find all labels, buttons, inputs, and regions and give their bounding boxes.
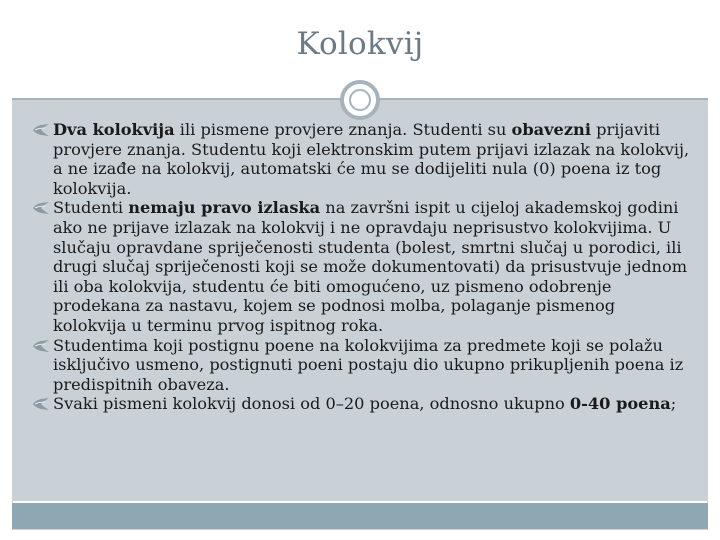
body-text: prijaviti provjere znanja. Studentu koji elektronskim putem prijavi izlazak na kolokvij, a ne izađe na kolokvij, automatski će mu se dodijeliti nula (0) poena iz tog kolokvija. bbox=[53, 120, 690, 198]
body-text: Studentima koji postignu poene na kolokvijima za predmete koji se polažu isključivo usmeno, postignuti poeni postaju dio ukupno prikupljenih poena iz predispitnih obaveza. bbox=[53, 335, 684, 394]
bold-text: Dva kolokvija bbox=[53, 120, 175, 139]
body-text: ili pismene provjere znanja. Studenti su bbox=[174, 120, 512, 139]
circle-ornament-icon bbox=[340, 80, 380, 120]
bullet-item bbox=[32, 198, 692, 335]
bullet-icon bbox=[32, 339, 50, 353]
body-text: Studenti bbox=[53, 198, 129, 218]
bullet-icon bbox=[32, 397, 50, 411]
bold-text: nemaju pravo izlaska bbox=[128, 198, 321, 218]
body-text: Svaki pismeni kolokvij donosi od 0–20 poena, odnosno ukupno bbox=[53, 394, 570, 414]
body-text: ; bbox=[670, 394, 677, 414]
slide-title: Kolokvij bbox=[296, 26, 424, 62]
bold-text: obavezni bbox=[511, 120, 591, 139]
bullet-list bbox=[32, 120, 692, 414]
bullet-item bbox=[32, 120, 692, 198]
bullet-icon bbox=[32, 201, 50, 215]
bottom-bar bbox=[12, 503, 708, 529]
bullet-icon bbox=[32, 123, 50, 137]
body-text: na završni ispit u cijeloj akademskoj godini ako ne prijave izlazak na kolokvij i ne opravdaju neprisustvo kolokvijima. U slučaju opravdane spriječenosti studenta (bolest, smrtni slučaj u porodici, ili drugi slučaj spriječenosti koji se može dokumentovati) da prisustvuje jednom ili oba kolokvija, studentu će biti omogućeno, uz pismeno odobrenje prodekana za nastavu, kojem se podnosi molba, polaganje pismenog kolokvija u terminu prvog ispitnog roka. bbox=[53, 198, 688, 335]
bullet-item bbox=[32, 394, 692, 414]
bold-text: 0-40 poena bbox=[569, 394, 671, 414]
bullet-item bbox=[32, 336, 692, 395]
